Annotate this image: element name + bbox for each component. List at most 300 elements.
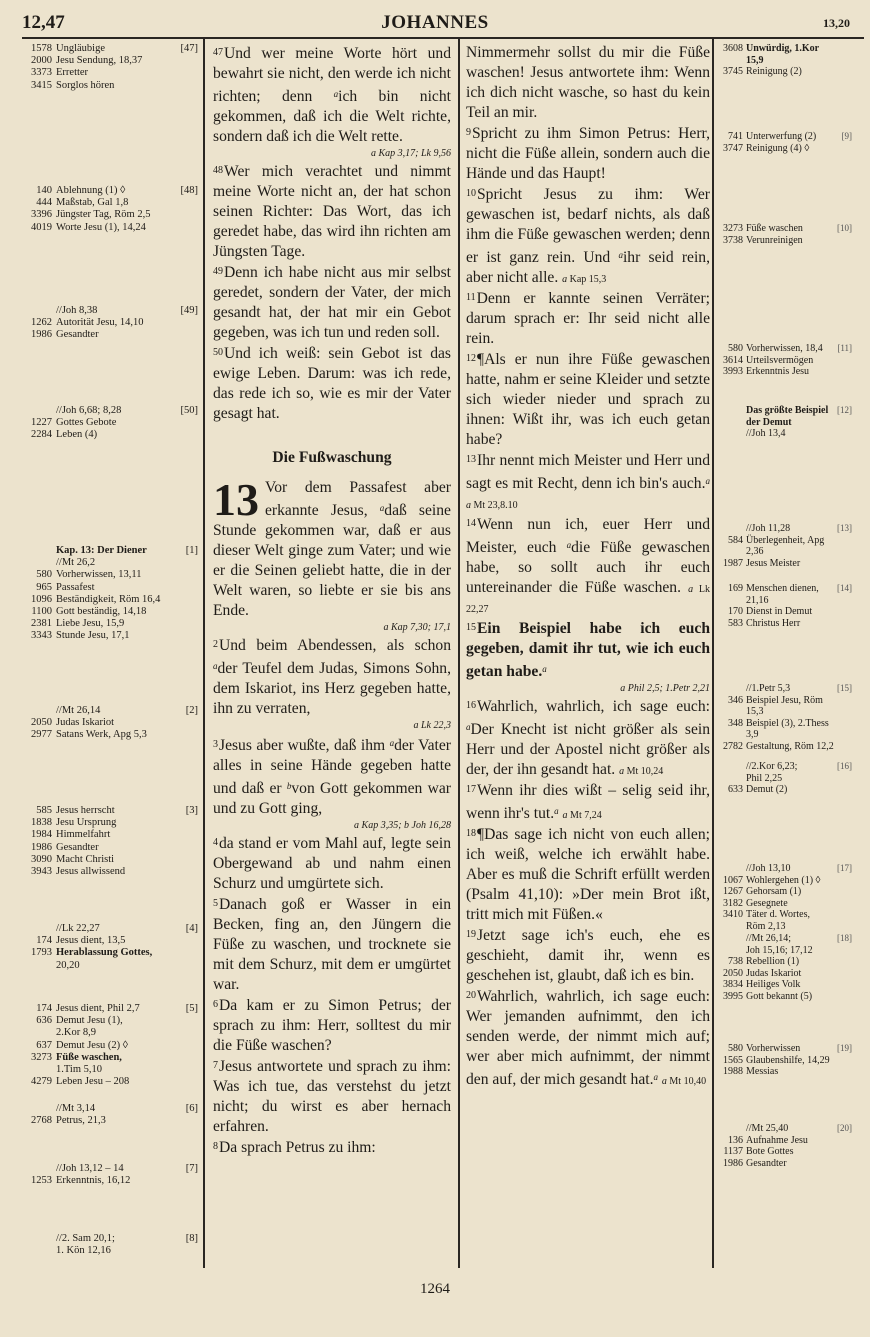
entry-label: Dienst in Demut bbox=[746, 606, 813, 618]
verse-3: $^3$Jesus aber wußte, daß ihm $^a$der Vater alles in seine Hände gegeben hatte und daß er $^b$von Gott gekommen war und zu Gott ging, bbox=[213, 737, 451, 817]
left-margin-entry bbox=[22, 80, 198, 92]
left-margin-entry bbox=[22, 717, 198, 729]
entry-label: //Mt 26,2 bbox=[56, 557, 96, 569]
left-margin-entry bbox=[22, 582, 198, 594]
entry-number: 1565 bbox=[723, 1054, 743, 1066]
right-margin-entry bbox=[716, 991, 856, 1003]
margin-verse-marker: [10] bbox=[837, 223, 852, 233]
entry-label: Passafest bbox=[56, 581, 95, 593]
entry-number: 3943 bbox=[31, 866, 52, 878]
entry-number: 1987 bbox=[723, 557, 743, 569]
entry-number bbox=[716, 761, 746, 773]
right-margin-entry bbox=[716, 558, 856, 570]
left-margin-entry bbox=[22, 854, 198, 866]
left-margin-entry bbox=[22, 960, 198, 972]
left-margin-entry bbox=[22, 1076, 198, 1088]
entry-number: 1986 bbox=[723, 1157, 743, 1169]
left-margin-entry bbox=[22, 829, 198, 841]
entry-number bbox=[716, 945, 746, 957]
entry-label: Judas Iskariot bbox=[746, 967, 802, 979]
right-margin-entry bbox=[716, 583, 856, 595]
verse-8: $^8$Da sprach Petrus zu ihm: bbox=[213, 1139, 376, 1156]
right-margin-entry-group bbox=[716, 761, 856, 796]
entry-number: 2050 bbox=[723, 967, 743, 979]
verse-50: $^{50}$Und ich weiß: sein Gebot ist das ewige Leben. Darum: was ich rede, das rede ich so, wie es mir der Vater gesagt hat. bbox=[213, 345, 451, 422]
entry-label: //Mt 26,14 bbox=[56, 705, 101, 716]
margin-verse-marker: [16] bbox=[837, 761, 852, 771]
entry-number: 170 bbox=[728, 606, 743, 618]
entry-number: 4279 bbox=[31, 1076, 52, 1088]
entry-number bbox=[716, 428, 746, 440]
left-margin-entry bbox=[22, 569, 198, 581]
entry-number: 1262 bbox=[31, 317, 52, 329]
entry-number: 2381 bbox=[31, 618, 52, 630]
entry-number: 1578 bbox=[31, 43, 52, 54]
entry-number: 136 bbox=[728, 1134, 743, 1146]
right-margin-entry bbox=[716, 595, 856, 607]
entry-label: Beispiel (3), 2.Thess 3,9 bbox=[746, 717, 829, 741]
left-margin-entry-group bbox=[22, 1103, 198, 1127]
left-margin-entry bbox=[22, 729, 198, 741]
entry-label: Stunde Jesu, 17,1 bbox=[56, 630, 130, 642]
entry-label: Herablassung Gottes, bbox=[56, 947, 153, 959]
entry-label: Menschen dienen, bbox=[746, 583, 819, 594]
entry-label: Wohlergehen (1) ◊ bbox=[746, 874, 821, 886]
entry-label: Maßstab, Gal 1,8 bbox=[56, 197, 129, 209]
left-margin-entry-group bbox=[22, 805, 198, 878]
entry-label: //Mt 26,14; bbox=[746, 933, 792, 944]
text-column-1 bbox=[213, 43, 451, 1158]
left-margin-entry bbox=[22, 1115, 198, 1127]
left-margin-entry-group bbox=[22, 405, 198, 442]
right-margin-entry bbox=[716, 1158, 856, 1170]
entry-number bbox=[716, 773, 746, 785]
left-margin-entry bbox=[22, 405, 198, 417]
margin-verse-marker: [7] bbox=[185, 1163, 198, 1174]
left-margin-entry bbox=[22, 557, 198, 569]
left-margin-entry bbox=[22, 1003, 198, 1015]
entry-label: Jesu Ursprung bbox=[56, 817, 117, 829]
entry-number: 174 bbox=[36, 1003, 52, 1014]
verse-5: $^5$Danach goß er Wasser in ein Becken, fing an, den Jüngern die Füße zu waschen, und trocknete sie mit dem Schurz, mit dem er umgürtet war. bbox=[213, 896, 451, 993]
verse-11: $^{11}$Denn er kannte seinen Verräter; darum sprach er: Ihr seid nicht alle rein. bbox=[466, 290, 710, 347]
entry-number: 3343 bbox=[31, 630, 52, 642]
cross-reference: a Lk 22,3 bbox=[413, 720, 451, 731]
entry-number bbox=[716, 523, 746, 535]
entry-label: //Joh 13,4 bbox=[746, 428, 786, 440]
entry-label: Erretter bbox=[56, 67, 89, 79]
entry-number: 169 bbox=[728, 583, 743, 594]
cross-reference: a Kap 3,17; Lk 9,56 bbox=[371, 148, 451, 159]
column-divider-left bbox=[203, 38, 205, 1268]
entry-number: 2768 bbox=[31, 1115, 52, 1127]
entry-number: 1267 bbox=[723, 886, 743, 898]
entry-label: Aufnahme Jesu bbox=[746, 1134, 808, 1146]
right-margin-entry bbox=[716, 66, 856, 78]
margin-verse-marker: [13] bbox=[837, 523, 852, 533]
entry-number bbox=[22, 305, 56, 317]
entry-number bbox=[22, 1064, 56, 1076]
margin-verse-marker: [4] bbox=[185, 923, 198, 934]
left-margin-entry bbox=[22, 417, 198, 429]
entry-number: 3373 bbox=[31, 67, 52, 79]
right-margin-entry bbox=[716, 718, 856, 741]
right-margin-entry bbox=[716, 875, 856, 887]
margin-verse-marker: [8] bbox=[185, 1233, 198, 1244]
right-margin-entry-group bbox=[716, 863, 856, 933]
entry-number: 1986 bbox=[31, 329, 52, 341]
verse-19: $^{19}$Jetzt sage ich's euch, ehe es geschieht, damit ihr, wenn es geschehen ist, glaubt, daß ich es bin. bbox=[466, 927, 710, 984]
entry-number: 580 bbox=[36, 569, 52, 581]
left-margin-entry-group bbox=[22, 1003, 198, 1088]
entry-number: 585 bbox=[36, 805, 52, 816]
header-rule bbox=[22, 37, 864, 39]
left-margin-entry bbox=[22, 43, 198, 55]
entry-label: Himmelfahrt bbox=[56, 829, 111, 841]
right-margin-entry-group bbox=[716, 43, 856, 78]
entry-label: //Lk 22,27 bbox=[56, 923, 100, 934]
verse-16: $^{16}$Wahrlich, wahrlich, ich sage euch: $^a$Der Knecht ist nicht größer als sein Herr und der Apostel nicht größer als der, der ihn gesandt hat. a Mt 10,24 bbox=[466, 698, 710, 778]
entry-label: Vorherwissen, 13,11 bbox=[56, 569, 142, 581]
entry-label: Verunreinigen bbox=[746, 234, 803, 246]
entry-label: Petrus, 21,3 bbox=[56, 1115, 106, 1127]
entry-label: Jüngster Tag, Röm 2,5 bbox=[56, 209, 151, 221]
verse-8-cont: Nimmermehr sollst du mir die Füße waschen! Jesus antwortete ihm: Wenn ich dich nicht wasche, so hast du kein Teil an mir. bbox=[466, 44, 710, 121]
entry-label: Leben Jesu – 208 bbox=[56, 1076, 130, 1088]
margin-verse-marker: [3] bbox=[185, 805, 198, 816]
cross-reference: a Kap 7,30; 17,1 bbox=[383, 622, 451, 633]
entry-label: Jesu Sendung, 18,37 bbox=[56, 55, 143, 67]
entry-label: Das größte Beispiel bbox=[746, 405, 829, 416]
entry-label: Gestaltung, Röm 12,2 bbox=[746, 740, 834, 752]
entry-number: 140 bbox=[36, 185, 52, 196]
left-margin-entry-group bbox=[22, 305, 198, 342]
entry-number bbox=[716, 933, 746, 945]
margin-verse-marker: [9] bbox=[841, 131, 852, 141]
right-margin-entry-group bbox=[716, 583, 856, 629]
right-margin-entry bbox=[716, 606, 856, 618]
entry-label: //Joh 6,68; 8,28 bbox=[56, 405, 122, 416]
left-margin-entry bbox=[22, 305, 198, 317]
right-margin-entry bbox=[716, 863, 856, 875]
entry-number bbox=[22, 545, 56, 557]
right-margin-entry bbox=[716, 933, 856, 945]
entry-number bbox=[22, 960, 56, 972]
left-margin-entry bbox=[22, 1064, 198, 1076]
column-divider-middle bbox=[458, 38, 460, 1268]
left-margin-entry bbox=[22, 185, 198, 197]
entry-label: Röm 2,13 bbox=[746, 920, 786, 932]
entry-label: Demut Jesu (2) ◊ bbox=[56, 1039, 128, 1051]
entry-number bbox=[716, 683, 746, 695]
entry-label: Vorherwissen bbox=[746, 1043, 801, 1054]
entry-number: 636 bbox=[36, 1015, 52, 1027]
left-margin-entry bbox=[22, 923, 198, 935]
entry-label: Gesandter bbox=[56, 841, 99, 853]
entry-label: Demut Jesu (1), bbox=[56, 1015, 123, 1027]
entry-number: 1100 bbox=[31, 606, 52, 618]
right-margin-entry bbox=[716, 898, 856, 910]
entry-number: 2050 bbox=[31, 717, 52, 729]
entry-label: Jesus allwissend bbox=[56, 866, 126, 878]
entry-label: Macht Christi bbox=[56, 853, 115, 865]
entry-number: 738 bbox=[728, 956, 743, 968]
margin-verse-marker: [12] bbox=[837, 405, 852, 415]
entry-number: 346 bbox=[728, 694, 743, 706]
entry-label: Bote Gottes bbox=[746, 1146, 794, 1158]
left-margin-entry bbox=[22, 805, 198, 817]
left-margin-entry bbox=[22, 429, 198, 441]
entry-number: 1986 bbox=[31, 841, 52, 853]
right-margin-entry bbox=[716, 355, 856, 367]
cross-reference: a Phil 2,5; 1.Petr 2,21 bbox=[620, 683, 710, 694]
entry-number: 3993 bbox=[723, 366, 743, 378]
entry-number: 3614 bbox=[723, 354, 743, 366]
left-margin-entry bbox=[22, 1175, 198, 1187]
verse-12: $^{12}$¶Als er nun ihre Füße gewaschen hatte, nahm er seine Kleider und setzte sich wieder nieder und sprach zu ihnen: Wißt ihr, was ich euch getan habe? bbox=[466, 351, 710, 448]
entry-label: Vorherwissen, 18,4 bbox=[746, 343, 823, 354]
header-verse-start: 12,47 bbox=[22, 12, 65, 33]
right-margin-entry bbox=[716, 417, 856, 429]
margin-verse-marker: [19] bbox=[837, 1043, 852, 1053]
entry-number bbox=[716, 921, 746, 933]
margin-verse-marker: [48] bbox=[180, 185, 198, 196]
entry-label: Gott beständig, 14,18 bbox=[56, 606, 147, 618]
entry-number bbox=[716, 595, 746, 607]
entry-number: 741 bbox=[728, 131, 743, 142]
right-margin-entry bbox=[716, 1146, 856, 1158]
entry-number bbox=[22, 405, 56, 417]
margin-verse-marker: [18] bbox=[837, 933, 852, 943]
entry-label: Joh 15,16; 17,12 bbox=[746, 944, 813, 956]
entry-number: 3182 bbox=[723, 897, 743, 909]
right-margin-entry bbox=[716, 535, 856, 558]
right-margin-entry-group bbox=[716, 1043, 856, 1078]
right-margin-entry bbox=[716, 956, 856, 968]
entry-label: Messias bbox=[746, 1066, 779, 1078]
entry-number bbox=[22, 1163, 56, 1175]
margin-verse-marker: [17] bbox=[837, 863, 852, 873]
left-margin-entry-group bbox=[22, 1233, 198, 1257]
verse-49: $^{49}$Denn ich habe nicht aus mir selbst geredet, sondern der Vater, der mich gesandt hat, der hat mir ein Gebot gegeben, was ich tun und reden soll. bbox=[213, 264, 451, 341]
entry-label: Heiliges Volk bbox=[746, 979, 801, 991]
entry-number: 584 bbox=[728, 534, 743, 546]
entry-number: 4019 bbox=[31, 221, 52, 233]
entry-label: Christus Herr bbox=[746, 617, 801, 629]
left-margin-entry-group bbox=[22, 43, 198, 92]
entry-label: Urteilsvermögen bbox=[746, 354, 814, 366]
entry-label: Kap. 13: Der Diener bbox=[56, 545, 147, 556]
entry-label: //Joh 13,12 – 14 bbox=[56, 1163, 124, 1174]
left-margin-entry bbox=[22, 1163, 198, 1175]
left-margin-entry bbox=[22, 618, 198, 630]
verse-20: $^{20}$Wahrlich, wahrlich, ich sage euch: Wer jemanden aufnimmt, den ich senden werde, der nimmt mich auf; wer aber mich aufnimmt, der nimmt den auf, der mich gesandt hat.$^a$ a Mt 10,40 bbox=[466, 988, 710, 1088]
entry-label: Jesus herrscht bbox=[56, 805, 115, 816]
entry-label: Rebellion (1) bbox=[746, 956, 800, 968]
entry-label: //Mt 3,14 bbox=[56, 1103, 96, 1114]
right-margin-entry bbox=[716, 1055, 856, 1067]
verse-7: $^7$Jesus antwortete und sprach zu ihm: Was ich tue, das verstehst du jetzt nicht; du wirst es aber hernach erfahren. bbox=[213, 1058, 451, 1135]
entry-label: Demut (2) bbox=[746, 784, 788, 796]
entry-number: 1227 bbox=[31, 417, 52, 429]
entry-label: Jesus dient, 13,5 bbox=[56, 935, 126, 947]
entry-label: der Demut bbox=[746, 416, 792, 428]
right-margin-entry bbox=[716, 143, 856, 155]
entry-number bbox=[22, 557, 56, 569]
entry-number: 2284 bbox=[31, 429, 52, 441]
right-margin-entry-group bbox=[716, 1123, 856, 1169]
entry-label: Gehorsam (1) bbox=[746, 886, 802, 898]
entry-number: 1067 bbox=[723, 874, 743, 886]
page-number: 1264 bbox=[420, 1281, 450, 1297]
verse-15: $^{15}$Ein Beispiel habe ich euch gegeben, damit ihr tut, wie ich euch getan habe.$^a$ bbox=[466, 620, 710, 680]
left-margin-entry bbox=[22, 1103, 198, 1115]
left-margin-entry-group bbox=[22, 923, 198, 972]
left-margin-entry bbox=[22, 705, 198, 717]
entry-label: 21,16 bbox=[746, 594, 769, 606]
right-margin-entry bbox=[716, 1123, 856, 1135]
header-verse-end: 13,20 bbox=[823, 16, 850, 30]
right-margin-entry-group bbox=[716, 405, 856, 440]
entry-label: Erkenntnis Jesu bbox=[746, 366, 810, 378]
margin-verse-marker: [20] bbox=[837, 1123, 852, 1133]
left-margin-entry bbox=[22, 317, 198, 329]
right-margin-entry bbox=[716, 235, 856, 247]
entry-label: Judas Iskariot bbox=[56, 717, 115, 729]
left-margin-entry-group bbox=[22, 1163, 198, 1187]
entry-label: Täter d. Wortes, bbox=[746, 909, 810, 921]
verse-10: $^{10}$Spricht Jesus zu ihm: Wer gewaschen ist, bedarf nichts, als daß ihm die Füße gewaschen werden; denn er ist ganz rein. Und $^a$ihr seid rein, aber nicht alle. a Kap 15,3 bbox=[466, 186, 710, 286]
margin-verse-marker: [14] bbox=[837, 583, 852, 593]
right-margin-entry-group bbox=[716, 683, 856, 753]
entry-number: 1096 bbox=[31, 593, 52, 605]
cross-reference: a Kap 3,35; b Joh 16,28 bbox=[354, 820, 451, 831]
verse-14: $^{14}$Wenn nun ich, euer Herr und Meister, euch $^a$die Füße gewaschen habe, so sollt auch ihr euch untereinander die Füße waschen. a Lk 22,27 bbox=[466, 516, 710, 615]
right-margin-entry bbox=[716, 761, 856, 773]
entry-label: Beispiel Jesu, Röm 15,3 bbox=[746, 694, 823, 718]
right-margin-entry bbox=[716, 1043, 856, 1055]
left-margin-entry-group bbox=[22, 545, 198, 643]
margin-verse-marker: [6] bbox=[185, 1103, 198, 1114]
entry-label: Satans Werk, Apg 5,3 bbox=[56, 729, 147, 741]
left-margin-entry bbox=[22, 594, 198, 606]
entry-label: Füße waschen bbox=[746, 223, 803, 234]
entry-number: 3090 bbox=[31, 853, 52, 865]
right-margin-entry bbox=[716, 131, 856, 143]
margin-verse-marker: [11] bbox=[837, 343, 852, 353]
entry-label: 20,20 bbox=[56, 959, 80, 971]
entry-label: Beständigkeit, Röm 16,4 bbox=[56, 593, 161, 605]
entry-label: //2.Kor 6,23; bbox=[746, 761, 798, 772]
entry-label: 2.Kor 8,9 bbox=[56, 1027, 96, 1039]
margin-verse-marker: [15] bbox=[837, 683, 852, 693]
left-margin-entry bbox=[22, 935, 198, 947]
left-margin-entry bbox=[22, 1052, 198, 1064]
verse-9: $^9$Spricht zu ihm Simon Petrus: Herr, nicht die Füße allein, sondern auch die Hände und das Haupt! bbox=[466, 125, 710, 182]
entry-number: 3410 bbox=[723, 909, 743, 921]
entry-number: 633 bbox=[728, 784, 743, 796]
right-margin-entry bbox=[716, 773, 856, 785]
right-margin-entry bbox=[716, 428, 856, 440]
entry-label: Überlegenheit, Apg 2,36 bbox=[746, 534, 825, 558]
entry-label: //Joh 11,28 bbox=[746, 523, 791, 534]
left-margin-entry bbox=[22, 606, 198, 618]
entry-number: 965 bbox=[36, 581, 52, 593]
entry-number: 348 bbox=[728, 717, 743, 729]
left-margin-entry bbox=[22, 866, 198, 878]
right-margin-entry-group bbox=[716, 223, 856, 246]
margin-verse-marker: [50] bbox=[180, 405, 198, 416]
entry-label: Gott bekannt (5) bbox=[746, 990, 813, 1002]
entry-number: 3745 bbox=[723, 66, 743, 78]
entry-label: Unterwerfung (2) bbox=[746, 131, 817, 142]
entry-number bbox=[22, 1233, 56, 1245]
left-margin-entry bbox=[22, 630, 198, 642]
entry-number bbox=[22, 1103, 56, 1115]
entry-label: Reinigung (2) bbox=[746, 66, 802, 78]
margin-verse-marker: [49] bbox=[180, 305, 198, 316]
entry-number: 444 bbox=[36, 197, 52, 209]
right-margin-entry bbox=[716, 909, 856, 921]
margin-verse-marker: [2] bbox=[185, 705, 198, 716]
entry-label: Gesegnete bbox=[746, 897, 788, 909]
entry-label: Gesandter bbox=[56, 329, 99, 341]
entry-label: //Joh 8,38 bbox=[56, 305, 98, 316]
header-book-title: JOHANNES bbox=[381, 12, 489, 33]
right-margin-entry bbox=[716, 523, 856, 535]
entry-label: Gesandter bbox=[746, 1157, 787, 1169]
right-margin-entry bbox=[716, 979, 856, 991]
entry-number bbox=[22, 705, 56, 717]
right-margin-entry bbox=[716, 683, 856, 695]
entry-number: 1793 bbox=[31, 947, 52, 959]
entry-label: Gottes Gebote bbox=[56, 417, 117, 429]
entry-number: 1253 bbox=[31, 1175, 52, 1187]
verse-48: $^{48}$Wer mich verachtet und nimmt meine Worte nicht an, der hat schon seinen Richter: Das Wort, das ich geredet habe, das wird ihn richten am Jüngsten Tage. bbox=[213, 163, 451, 260]
left-margin-entry bbox=[22, 55, 198, 67]
right-margin-entry bbox=[716, 945, 856, 957]
left-margin-entry bbox=[22, 1233, 198, 1245]
entry-number: 2977 bbox=[31, 729, 52, 741]
entry-label: Füße waschen, bbox=[56, 1051, 122, 1063]
left-margin-entry bbox=[22, 197, 198, 209]
entry-label: Jesus dient, Phil 2,7 bbox=[56, 1003, 140, 1014]
entry-label: 1.Tim 5,10 bbox=[56, 1064, 103, 1076]
left-margin-entry bbox=[22, 947, 198, 959]
left-margin-entry bbox=[22, 222, 198, 234]
left-margin-entry bbox=[22, 329, 198, 341]
left-margin-entry-group bbox=[22, 185, 198, 234]
verse-17: $^{17}$Wenn ihr dies wißt – selig seid ihr, wenn ihr's tut.$^a$ a Mt 7,24 bbox=[466, 782, 710, 822]
entry-label: Phil 2,25 bbox=[746, 772, 783, 784]
margin-verse-marker: [1] bbox=[185, 545, 198, 556]
right-margin-entry bbox=[716, 43, 856, 66]
right-margin-entry bbox=[716, 343, 856, 355]
entry-label: Erkenntnis, 16,12 bbox=[56, 1175, 131, 1187]
right-margin-entry-group bbox=[716, 523, 856, 569]
entry-label: Jesus Meister bbox=[746, 557, 801, 569]
entry-number: 2782 bbox=[723, 740, 743, 752]
entry-number: 174 bbox=[36, 935, 52, 947]
entry-label: //Mt 25,40 bbox=[746, 1123, 789, 1134]
entry-number bbox=[22, 923, 56, 935]
left-margin-entry-group bbox=[22, 705, 198, 742]
right-margin-entry bbox=[716, 223, 856, 235]
entry-number: 580 bbox=[728, 343, 743, 354]
verse-4: $^4$da stand er vom Mahl auf, legte sein Obergewand ab und nahm einen Schurz und umgürtete sich. bbox=[213, 835, 451, 892]
left-margin-entry bbox=[22, 842, 198, 854]
left-margin-entry bbox=[22, 817, 198, 829]
